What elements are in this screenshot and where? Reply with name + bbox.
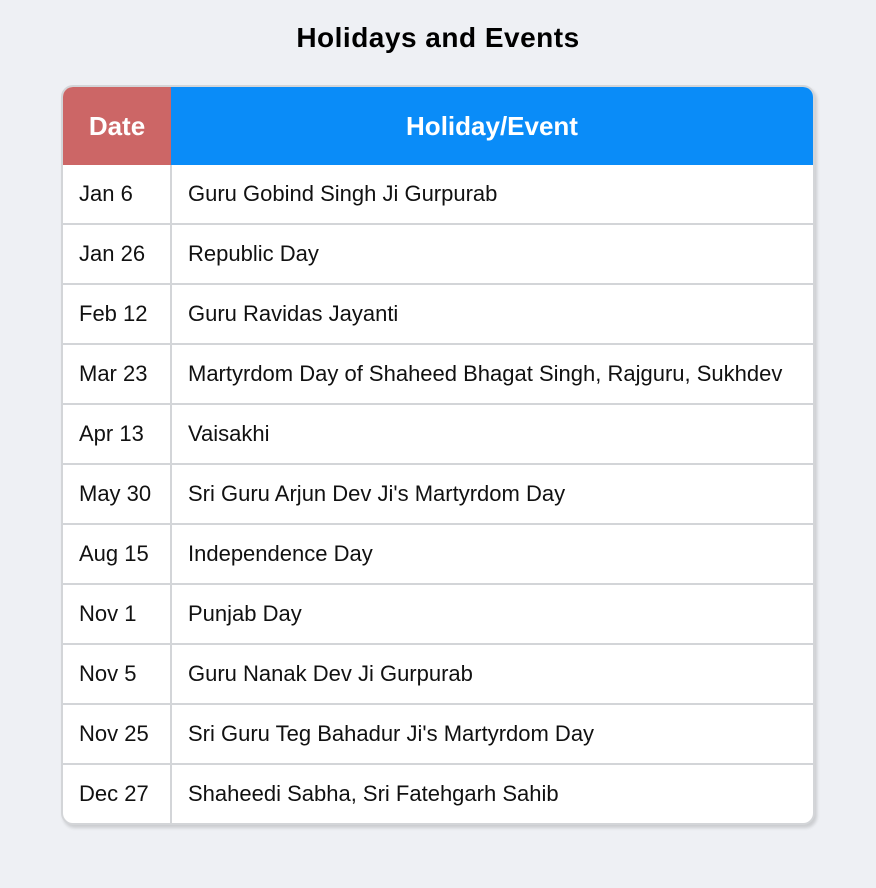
date-cell: May 30 xyxy=(63,464,171,524)
event-cell: Martyrdom Day of Shaheed Bhagat Singh, Rajguru, Sukhdev xyxy=(171,344,813,404)
table-row xyxy=(63,644,813,704)
date-cell: Nov 25 xyxy=(63,704,171,764)
table-row xyxy=(63,284,813,344)
holidays-table xyxy=(63,87,813,823)
date-cell: Nov 1 xyxy=(63,584,171,644)
table-row xyxy=(63,704,813,764)
date-cell: Mar 23 xyxy=(63,344,171,404)
table-header xyxy=(63,87,813,165)
page-title: Holidays and Events xyxy=(296,22,580,53)
date-cell: Apr 13 xyxy=(63,404,171,464)
event-cell: Sri Guru Teg Bahadur Ji's Martyrdom Day xyxy=(171,704,813,764)
event-cell: Shaheedi Sabha, Sri Fatehgarh Sahib xyxy=(171,764,813,823)
table-row xyxy=(63,464,813,524)
event-cell: Punjab Day xyxy=(171,584,813,644)
date-column-header: Date xyxy=(63,87,171,165)
table-row xyxy=(63,584,813,644)
header-row xyxy=(63,87,813,165)
event-cell: Guru Ravidas Jayanti xyxy=(171,284,813,344)
table-row xyxy=(63,404,813,464)
date-cell: Feb 12 xyxy=(63,284,171,344)
event-cell: Republic Day xyxy=(171,224,813,284)
table-row xyxy=(63,764,813,823)
date-cell: Jan 6 xyxy=(63,165,171,224)
table-body xyxy=(63,165,813,823)
event-cell: Independence Day xyxy=(171,524,813,584)
table-row xyxy=(63,165,813,224)
event-cell: Sri Guru Arjun Dev Ji's Martyrdom Day xyxy=(171,464,813,524)
table-row xyxy=(63,344,813,404)
table-row xyxy=(63,224,813,284)
date-cell: Aug 15 xyxy=(63,524,171,584)
date-cell: Nov 5 xyxy=(63,644,171,704)
date-cell: Jan 26 xyxy=(63,224,171,284)
table-row xyxy=(63,524,813,584)
event-column-header: Holiday/Event xyxy=(171,87,813,165)
event-cell: Vaisakhi xyxy=(171,404,813,464)
event-cell: Guru Nanak Dev Ji Gurpurab xyxy=(171,644,813,704)
date-cell: Dec 27 xyxy=(63,764,171,823)
holidays-table-container xyxy=(61,85,815,825)
event-cell: Guru Gobind Singh Ji Gurpurab xyxy=(188,181,498,206)
